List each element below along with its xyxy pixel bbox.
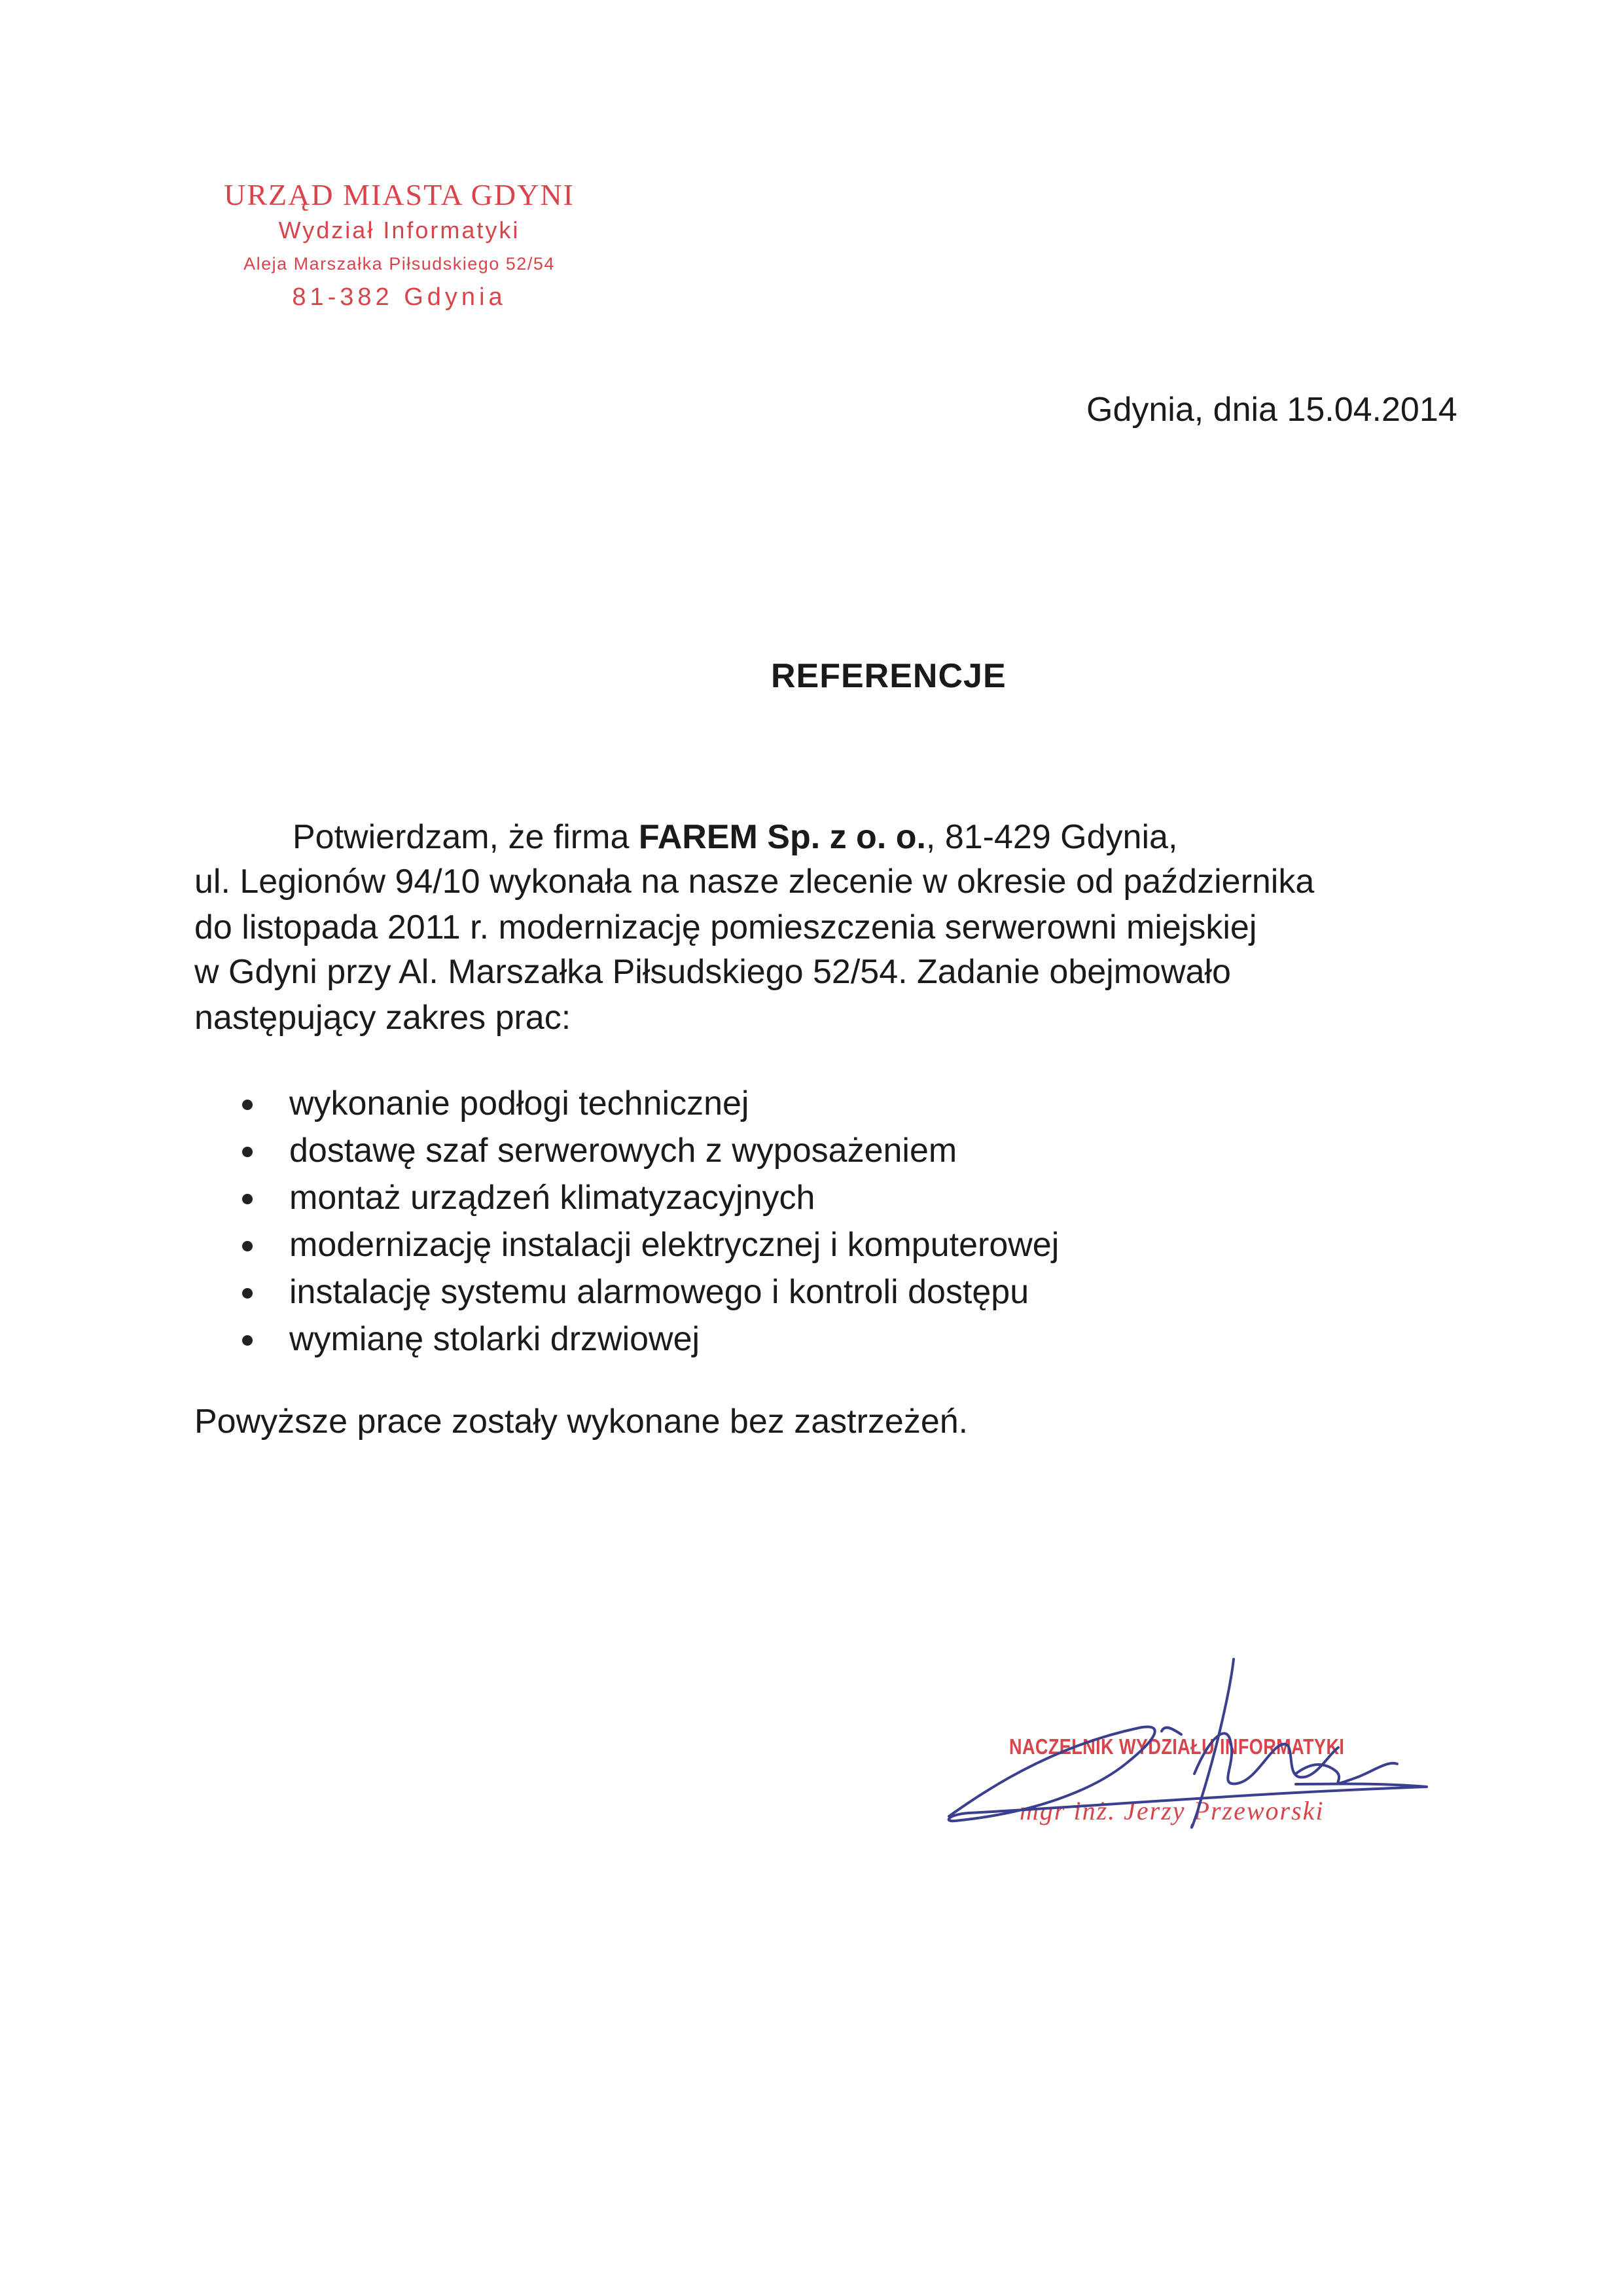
list-item: modernizację instalacji elektrycznej i komputerowej (242, 1221, 1059, 1268)
letterhead-stamp (196, 177, 602, 314)
closing-sentence: Powyższe prace zostały wykonane bez zastrzeżeń. (194, 1403, 969, 1441)
company-name: FAREM Sp. z o. o. (638, 818, 926, 856)
letter-date: Gdynia, dnia 15.04.2014 (1086, 391, 1457, 429)
list-item: montaż urządzeń klimatyzacyjnych (242, 1174, 1059, 1221)
letter-title: REFERENCJE (771, 657, 1007, 695)
stamp-street: Aleja Marszałka Piłsudskiego 52/54 (243, 254, 555, 274)
signature-stamp-title: NACZELNIK WYDZIAŁU INFORMATYKI (1009, 1734, 1345, 1759)
body-line-5: następujący zakres prac: (194, 999, 571, 1037)
list-item: wymianę stolarki drzwiowej (242, 1316, 1059, 1363)
list-item: instalację systemu alarmowego i kontroli dostępu (242, 1268, 1059, 1316)
body-line-1-prefix: Potwierdzam, że firma (293, 818, 639, 856)
signature-stamp-name: mgr inż. Jerzy Przeworski (1020, 1796, 1325, 1825)
signature-block (929, 1649, 1453, 1885)
stamp-organization: URZĄD MIASTA GDYNI (224, 178, 575, 211)
body-line-4: w Gdyni przy Al. Marszałka Piłsudskiego 52/54. Zadanie obejmowało (194, 953, 1231, 991)
handwritten-signature (929, 1649, 1453, 1885)
body-line-1 (293, 814, 1177, 861)
body-line-3: do listopada 2011 r. modernizację pomieszczenia serwerowni miejskiej (194, 908, 1257, 946)
list-item: dostawę szaf serwerowych z wyposażeniem (242, 1127, 1059, 1174)
body-line-2: ul. Legionów 94/10 wykonała na nasze zlecenie w okresie od października (194, 863, 1315, 901)
scope-list (242, 1080, 1059, 1363)
stamp-city: 81-382 Gdynia (292, 283, 507, 311)
stamp-department: Wydział Informatyki (278, 217, 520, 243)
body-line-1-suffix: , 81-429 Gdynia, (925, 818, 1178, 856)
list-item: wykonanie podłogi technicznej (242, 1080, 1059, 1127)
